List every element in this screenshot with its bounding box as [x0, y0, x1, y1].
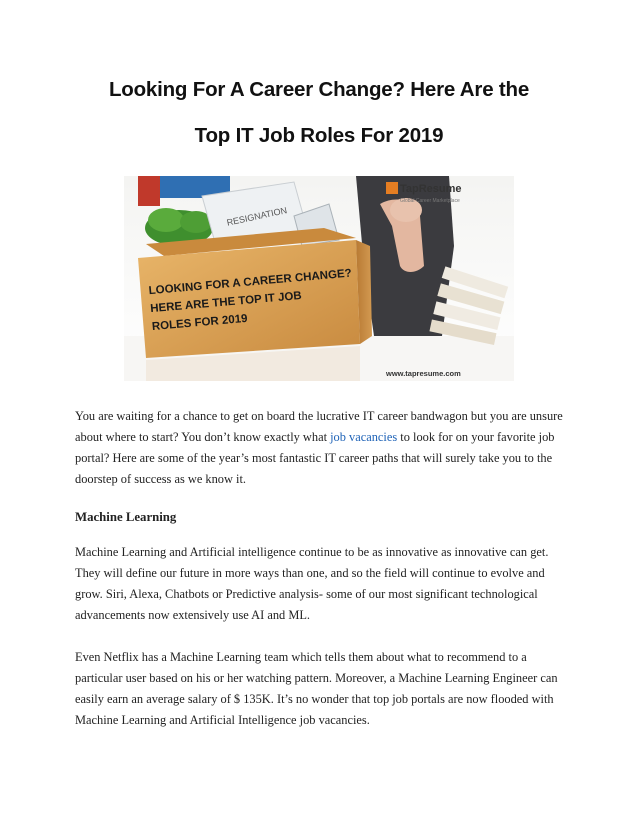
job-vacancies-link[interactable]: job vacancies	[330, 430, 398, 444]
hero-image	[124, 176, 514, 381]
intro-text-after-link: to look for on your favorite job portal? Here are some of the year’s most fantastic IT career paths that will surely take you to the doorstep of success as we know it.	[75, 430, 555, 486]
intro-text-before-link: You are waiting for a chance to get on board the lucrative IT career bandwagon but you are unsure about where to start? You don’t know exactly what	[75, 409, 563, 444]
hero-box-line-2: HERE ARE THE TOP IT JOB	[149, 289, 303, 316]
hero-url-text: www.tapresume.com	[386, 369, 461, 378]
machine-learning-paragraph-2: Even Netflix has a Machine Learning team which tells them about what to recommend to a particular user based on his or her watching pattern. Moreover, a Machine Learning Engineer can easily earn an average salary of $ 135K. It’s no wonder that top job portals are now flooded with Machine Learning and Artificial Intelligence job vacancies.	[75, 650, 558, 727]
section-heading-machine-learning: Machine Learning	[75, 510, 177, 524]
intro-paragraph	[75, 406, 567, 490]
hero-paper-text: RESIGNATION	[225, 205, 288, 228]
machine-learning-paragraph-1: Machine Learning and Artificial intelligence continue to be as innovative as innovative can get. They will define our future in more ways than one, and so the field will continue to evolve and grow. Siri, Alexa, Chatbots or Predictive analysis- some of our most significant technological advancements now extensively use AI and ML.	[75, 545, 549, 622]
hero-box-line-1: LOOKING FOR A CAREER CHANGE?	[148, 267, 353, 298]
hero-box-line-3: ROLES FOR 2019	[151, 312, 248, 334]
hero-logo-tagline: Global Career Marketplace	[400, 198, 460, 204]
hero-logo-text: TapResume	[400, 183, 462, 195]
article-title-line-1: Looking For A Career Change? Here Are the	[108, 78, 530, 101]
article-title-line-2: Top IT Job Roles For 2019	[194, 124, 444, 147]
hero-illustration	[124, 176, 514, 381]
